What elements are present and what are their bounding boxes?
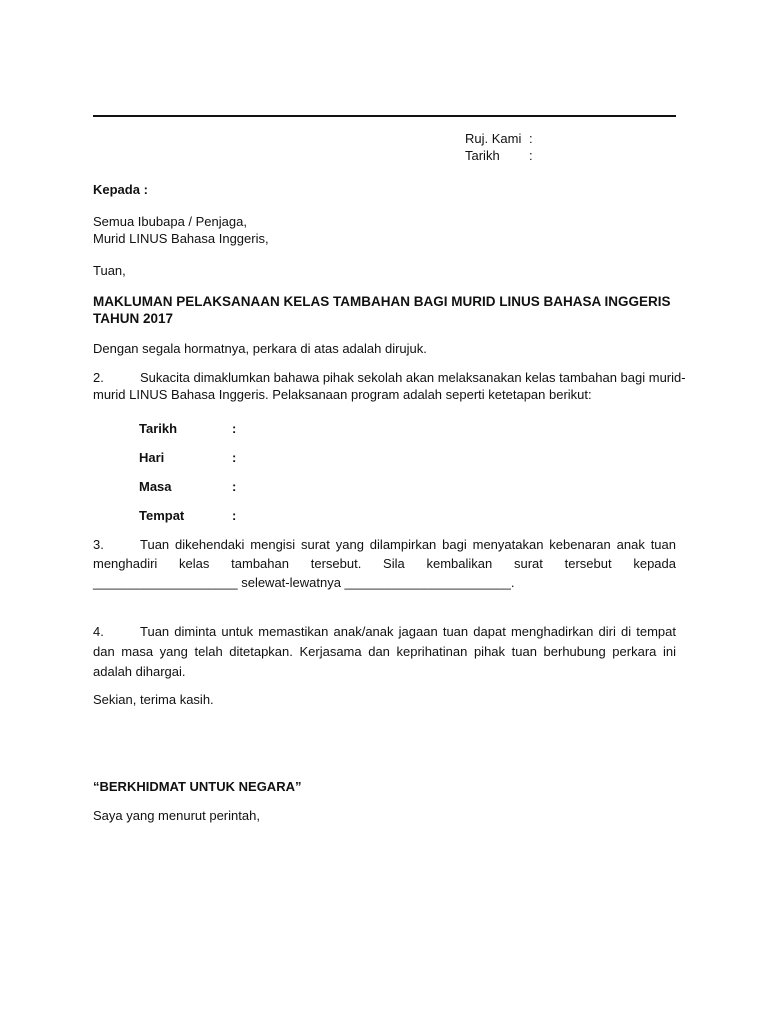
paragraph-3-text: Tuan dikehendaki mengisi surat yang dilampirkan bagi menyatakan kebenaran anak tuan menghadiri kelas tambahan tersebut. Sila kembalikan surat tersebut kepada ____________________ selewat-lewatnya _______________________.	[93, 537, 676, 590]
schedule-label-tarikh: Tarikh	[139, 421, 178, 436]
paragraph-4-number: 4.	[93, 624, 104, 639]
schedule-colon-hari: :	[232, 450, 237, 465]
salutation: Tuan,	[93, 263, 126, 278]
paragraph-2-text-1: Sukacita dimaklumkan bahawa pihak sekolah akan melaksanakan kelas tambahan bagi murid-	[140, 370, 686, 385]
opening-sentence: Dengan segala hormatnya, perkara di atas adalah dirujuk.	[93, 341, 427, 356]
schedule-label-masa: Masa	[139, 479, 172, 494]
motto: “BERKHIDMAT UNTUK NEGARA”	[93, 779, 302, 794]
ref-ruj-label: Ruj. Kami	[465, 131, 522, 146]
addressee-line-1: Semua Ibubapa / Penjaga,	[93, 214, 247, 229]
paragraph-4-text: Tuan diminta untuk memastikan anak/anak jagaan tuan dapat menghadirkan diri di tempat dan masa yang telah ditetapkan. Kerjasama dan keprihatinan pihak tuan berhubung perkara ini adalah dihargai.	[93, 624, 676, 679]
ref-tarikh-colon: :	[529, 148, 533, 163]
paragraph-2-number: 2.	[93, 370, 104, 385]
paragraph-2-text-2: murid LINUS Bahasa Inggeris. Pelaksanaan program adalah seperti ketetapan berikut:	[93, 387, 592, 402]
schedule-label-hari: Hari	[139, 450, 165, 465]
schedule-label-tempat: Tempat	[139, 508, 185, 523]
header-rule	[93, 115, 676, 117]
ref-ruj-colon: :	[529, 131, 533, 146]
schedule-colon-tempat: :	[232, 508, 237, 523]
paragraph-4	[93, 622, 676, 682]
signoff: Saya yang menurut perintah,	[93, 808, 260, 823]
paragraph-3-number: 3.	[93, 537, 104, 552]
subject-line-2: TAHUN 2017	[93, 311, 174, 326]
addressee-heading: Kepada :	[93, 182, 148, 197]
ref-tarikh-row	[465, 148, 533, 163]
subject-line-1: MAKLUMAN PELAKSANAAN KELAS TAMBAHAN BAGI MURID LINUS BAHASA INGGERIS	[93, 294, 671, 309]
schedule-colon-masa: :	[232, 479, 237, 494]
closing: Sekian, terima kasih.	[93, 692, 214, 707]
addressee-line-2: Murid LINUS Bahasa Inggeris,	[93, 231, 269, 246]
ref-tarikh-label: Tarikh	[465, 148, 500, 163]
ref-ruj-row	[465, 131, 533, 146]
schedule-colon-tarikh: :	[232, 421, 237, 436]
paragraph-2-line-1	[93, 370, 686, 385]
paragraph-3	[93, 535, 676, 592]
